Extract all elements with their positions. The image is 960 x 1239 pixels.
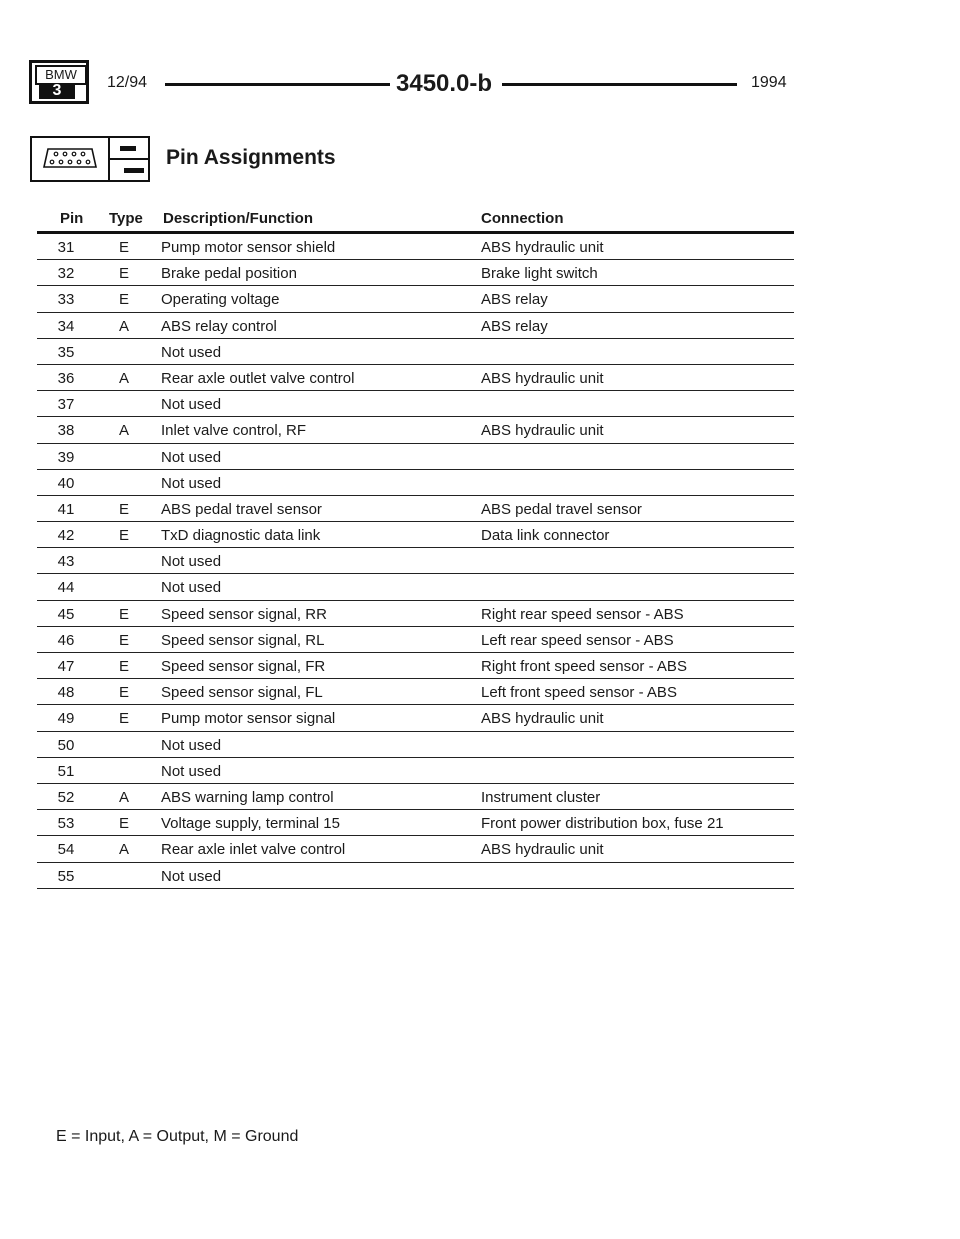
connection-cell: Left front speed sensor - ABS xyxy=(481,684,677,702)
bmw-3-series-logo xyxy=(29,60,89,104)
pin-cell: 48 xyxy=(57,684,75,702)
pin-cell: 38 xyxy=(57,422,75,440)
table-row xyxy=(37,810,794,836)
connection-cell: Front power distribution box, fuse 21 xyxy=(481,815,724,833)
type-cell: E xyxy=(118,239,129,256)
description-cell: Speed sensor signal, FL xyxy=(161,684,323,702)
pin-cell: 50 xyxy=(57,736,75,754)
table-row xyxy=(37,234,794,260)
connection-cell: ABS hydraulic unit xyxy=(481,422,604,440)
table-row xyxy=(37,260,794,286)
description-cell: ABS warning lamp control xyxy=(161,788,334,806)
connection-cell: Left rear speed sensor - ABS xyxy=(481,631,674,649)
description-cell: Inlet valve control, RF xyxy=(161,422,307,440)
type-cell: E xyxy=(118,605,129,623)
table-row xyxy=(37,627,794,653)
table-row xyxy=(37,732,794,758)
description-cell: Speed sensor signal, RL xyxy=(161,631,325,649)
description-cell: Not used xyxy=(161,762,222,780)
connection-cell: Instrument cluster xyxy=(481,788,601,806)
description-cell: Rear axle inlet valve control xyxy=(161,841,346,859)
pin-cell: 54 xyxy=(57,841,75,859)
connector-icon xyxy=(30,136,110,182)
column-header-type: Type xyxy=(109,210,143,227)
pin-cell: 32 xyxy=(57,265,75,283)
pin-cell: 37 xyxy=(57,396,75,414)
logo-series-number: 3 xyxy=(39,83,75,99)
connection-cell: Right front speed sensor - ABS xyxy=(481,658,687,675)
connection-cell: Data link connector xyxy=(481,527,610,545)
pin-cell: 36 xyxy=(57,369,75,387)
pin-input-bar xyxy=(120,146,136,151)
type-legend: E = Input, A = Output, M = Ground xyxy=(56,1128,299,1145)
header-year: 1994 xyxy=(751,74,787,91)
pin-cell: 47 xyxy=(57,658,75,675)
pin-cell: 42 xyxy=(57,527,75,545)
pin-cell: 45 xyxy=(57,605,75,623)
table-row xyxy=(37,522,794,548)
type-cell: E xyxy=(118,631,129,649)
pin-icon-divider xyxy=(110,158,148,160)
logo-bmw-text: BMW xyxy=(35,65,87,85)
header-rule-left xyxy=(165,83,390,86)
description-cell: Not used xyxy=(161,736,222,754)
type-cell: E xyxy=(118,658,129,675)
description-cell: Brake pedal position xyxy=(161,265,297,283)
table-row xyxy=(37,470,794,496)
description-cell: Not used xyxy=(161,448,222,466)
table-row xyxy=(37,653,794,679)
pin-cell: 31 xyxy=(57,239,75,256)
table-row xyxy=(37,313,794,339)
description-cell: ABS pedal travel sensor xyxy=(161,500,322,518)
description-cell: Speed sensor signal, RR xyxy=(161,605,327,623)
pin-cell: 43 xyxy=(57,553,75,571)
header-rule-right xyxy=(502,83,737,86)
type-cell: A xyxy=(118,317,129,335)
type-cell: E xyxy=(118,527,129,545)
description-cell: Operating voltage xyxy=(161,291,280,309)
table-row xyxy=(37,601,794,627)
table-row xyxy=(37,286,794,312)
pin-cell: 41 xyxy=(57,500,75,518)
table-row xyxy=(37,444,794,470)
connection-cell: Brake light switch xyxy=(481,265,598,283)
description-cell: Voltage supply, terminal 15 xyxy=(161,815,340,833)
table-row xyxy=(37,679,794,705)
type-cell: E xyxy=(118,500,129,518)
type-cell: A xyxy=(118,422,129,440)
connection-cell: Right rear speed sensor - ABS xyxy=(481,605,684,623)
description-cell: ABS relay control xyxy=(161,317,277,335)
section-title: Pin Assignments xyxy=(166,146,336,169)
table-row xyxy=(37,339,794,365)
pin-cell: 39 xyxy=(57,448,75,466)
connection-cell: ABS hydraulic unit xyxy=(481,841,604,859)
connection-cell: ABS hydraulic unit xyxy=(481,710,604,728)
type-cell: E xyxy=(118,265,129,283)
pin-cell: 53 xyxy=(57,815,75,833)
pin-cell: 49 xyxy=(57,710,75,728)
type-cell: E xyxy=(118,815,129,833)
pin-cell: 52 xyxy=(57,788,75,806)
table-row xyxy=(37,417,794,443)
connection-cell: ABS relay xyxy=(481,291,548,309)
table-row xyxy=(37,365,794,391)
column-header-connection: Connection xyxy=(481,210,564,227)
description-cell: Pump motor sensor signal xyxy=(161,710,336,728)
type-cell: E xyxy=(118,291,129,309)
pin-cell: 44 xyxy=(57,579,75,597)
table-row xyxy=(37,758,794,784)
table-row xyxy=(37,836,794,862)
table-row xyxy=(37,574,794,600)
pin-cell: 51 xyxy=(57,762,75,780)
pin-cell: 33 xyxy=(57,291,75,309)
pin-cell: 40 xyxy=(57,474,75,492)
description-cell: Not used xyxy=(161,867,222,885)
description-cell: Not used xyxy=(161,474,222,492)
column-header-description: Description/Function xyxy=(163,210,313,227)
pin-table-body xyxy=(37,234,794,889)
connection-cell: ABS relay xyxy=(481,317,548,335)
type-cell: A xyxy=(118,369,129,387)
column-header-pin: Pin xyxy=(60,210,84,227)
type-cell: A xyxy=(118,841,129,859)
pin-output-bar xyxy=(124,168,144,173)
type-cell: E xyxy=(118,684,129,702)
description-cell: TxD diagnostic data link xyxy=(161,527,321,545)
connection-cell: ABS hydraulic unit xyxy=(481,239,604,256)
connection-cell: ABS pedal travel sensor xyxy=(481,500,642,518)
type-cell: A xyxy=(118,788,129,806)
description-cell: Not used xyxy=(161,553,222,571)
pin-direction-icon xyxy=(110,136,150,182)
pin-cell: 46 xyxy=(57,631,75,649)
description-cell: Rear axle outlet valve control xyxy=(161,369,355,387)
type-cell: E xyxy=(118,710,129,728)
description-cell: Pump motor sensor shield xyxy=(161,239,336,256)
description-cell: Speed sensor signal, FR xyxy=(161,658,326,675)
pin-cell: 55 xyxy=(57,867,75,885)
description-cell: Not used xyxy=(161,579,222,597)
table-row xyxy=(37,548,794,574)
document-code: 3450.0-b xyxy=(396,70,493,97)
table-row xyxy=(37,391,794,417)
connection-cell: ABS hydraulic unit xyxy=(481,369,604,387)
table-row xyxy=(37,784,794,810)
pin-cell: 35 xyxy=(57,343,75,361)
description-cell: Not used xyxy=(161,396,222,414)
table-row xyxy=(37,705,794,731)
pin-cell: 34 xyxy=(57,317,75,335)
table-row xyxy=(37,863,794,889)
table-row xyxy=(37,496,794,522)
description-cell: Not used xyxy=(161,343,222,361)
header-date: 12/94 xyxy=(107,74,148,91)
